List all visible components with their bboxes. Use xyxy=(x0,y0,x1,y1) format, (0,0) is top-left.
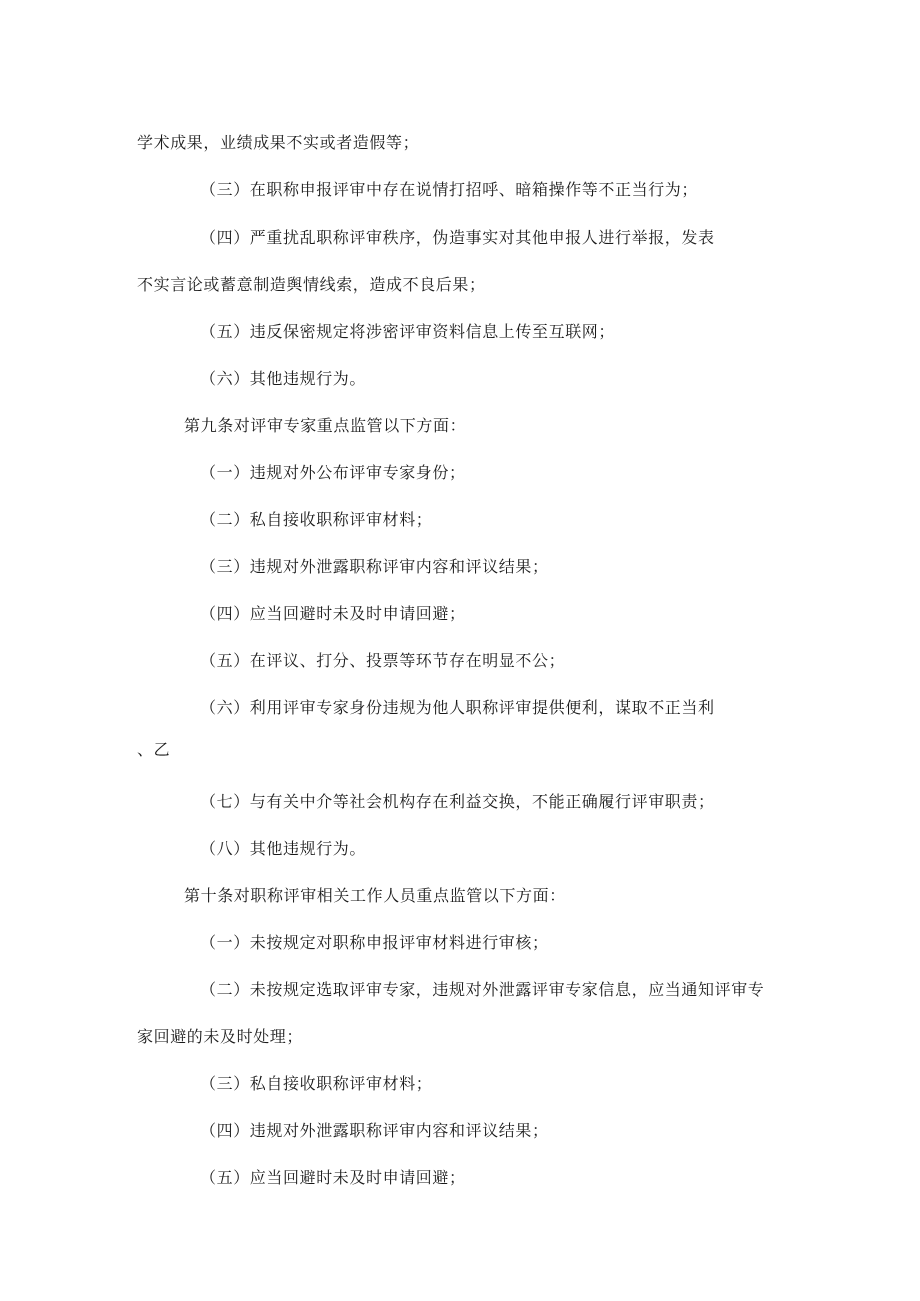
article-heading: 第十条对职称评审相关工作人员重点监管以下方面： xyxy=(184,886,566,905)
text-line: （五）在评议、打分、投票等环节存在明显不公； xyxy=(200,651,566,670)
text-line: 、乙 xyxy=(137,740,171,759)
text-line: （四）违规对外泄露职称评审内容和评议结果； xyxy=(200,1121,549,1140)
text-line: （八）其他违规行为。 xyxy=(200,839,367,858)
text-line: （四）严重扰乱职称评审秩序，伪造事实对其他申报人进行举报，发表 xyxy=(200,228,715,247)
text-line: （四）应当回避时未及时申请回避； xyxy=(200,604,466,623)
text-line: （三）违规对外泄露职称评审内容和评议结果； xyxy=(200,557,549,576)
article-heading: 第九条对评审专家重点监管以下方面： xyxy=(184,416,467,435)
text-line: （一）违规对外公布评审专家身份； xyxy=(200,463,466,482)
text-line: （五）应当回避时未及时申请回避； xyxy=(200,1168,466,1187)
text-line: （五）违反保密规定将涉密评审资料信息上传至互联网； xyxy=(200,322,616,341)
text-line: （三）私自接收职称评审材料； xyxy=(200,1074,433,1093)
text-line: （二）未按规定选取评审专家，违规对外泄露评审专家信息，应当通知评审专 xyxy=(200,980,765,999)
text-line: （六）其他违规行为。 xyxy=(200,369,367,388)
text-line: （七）与有关中介等社会机构存在利益交换，不能正确履行评审职责； xyxy=(200,792,715,811)
text-line: （六）利用评审专家身份违规为他人职称评审提供便利，谋取不正当利 xyxy=(200,698,715,717)
text-line: （二）私自接收职称评审材料； xyxy=(200,510,433,529)
text-line: 不实言论或蓄意制造舆情线索，造成不良后果； xyxy=(137,275,486,294)
text-line: （一）未按规定对职称申报评审材料进行审核； xyxy=(200,933,549,952)
text-line: 家回避的未及时处理； xyxy=(137,1027,304,1046)
text-line: （三）在职称申报评审中存在说情打招呼、暗箱操作等不正当行为； xyxy=(200,180,699,199)
text-line: 学术成果，业绩成果不实或者造假等； xyxy=(137,133,420,152)
